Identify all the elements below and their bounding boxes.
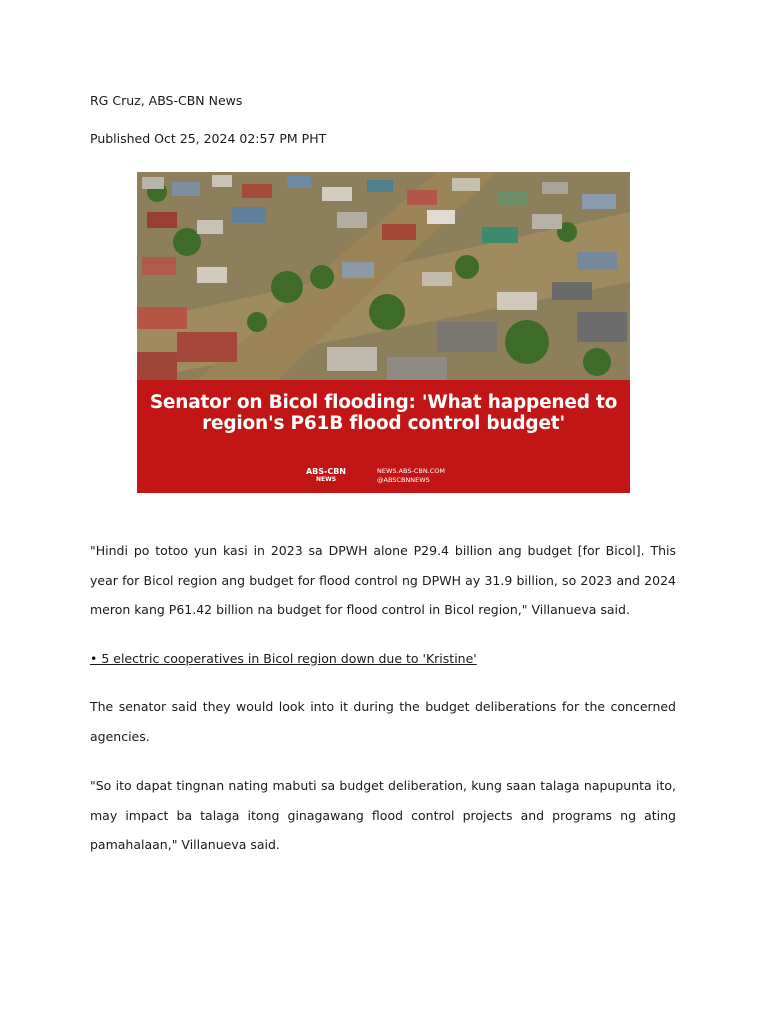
social-handle: @ABSCBNNEWS: [377, 476, 430, 484]
site-url: NEWS.ABS-CBN.COM: [377, 467, 446, 475]
article-hero-image: [137, 172, 630, 493]
abs-cbn-news-logo: [290, 468, 362, 484]
flood-aerial-photo: [137, 172, 630, 380]
byline: RG Cruz, ABS-CBN News: [90, 93, 243, 108]
paragraph-senator-review: The senator said they would look into it during the budget deliberations for the concerned agencies.: [90, 699, 676, 744]
headline-banner: [137, 380, 630, 493]
related-article-link[interactable]: • 5 electric cooperatives in Bicol region down due to 'Kristine': [90, 651, 477, 666]
paragraph-quote-deliberation: "So ito dapat tingnan nating mabuti sa budget deliberation, kung saan talaga napupunta ito, may impact ba talaga itong ginagawang flood control projects and programs ng ating pamahalaan," Villanueva said.: [90, 778, 676, 853]
brand-sub: NEWS: [315, 476, 337, 483]
brand-name: ABS-CBN: [305, 467, 347, 476]
published-date: Published Oct 25, 2024 02:57 PM PHT: [90, 131, 327, 146]
image-headline: Senator on Bicol flooding: 'What happened to region's P61B flood control budget': [149, 392, 618, 434]
paragraph-quote-budget: "Hindi po totoo yun kasi in 2023 sa DPWH alone P29.4 billion ang budget [for Bicol]. This year for Bicol region ang budget for flood control ng DPWH ay 31.9 billion, so 2023 and 2024 meron kang P61.42 billion na budget for flood control in Bicol region," Villanueva said.: [90, 543, 676, 618]
